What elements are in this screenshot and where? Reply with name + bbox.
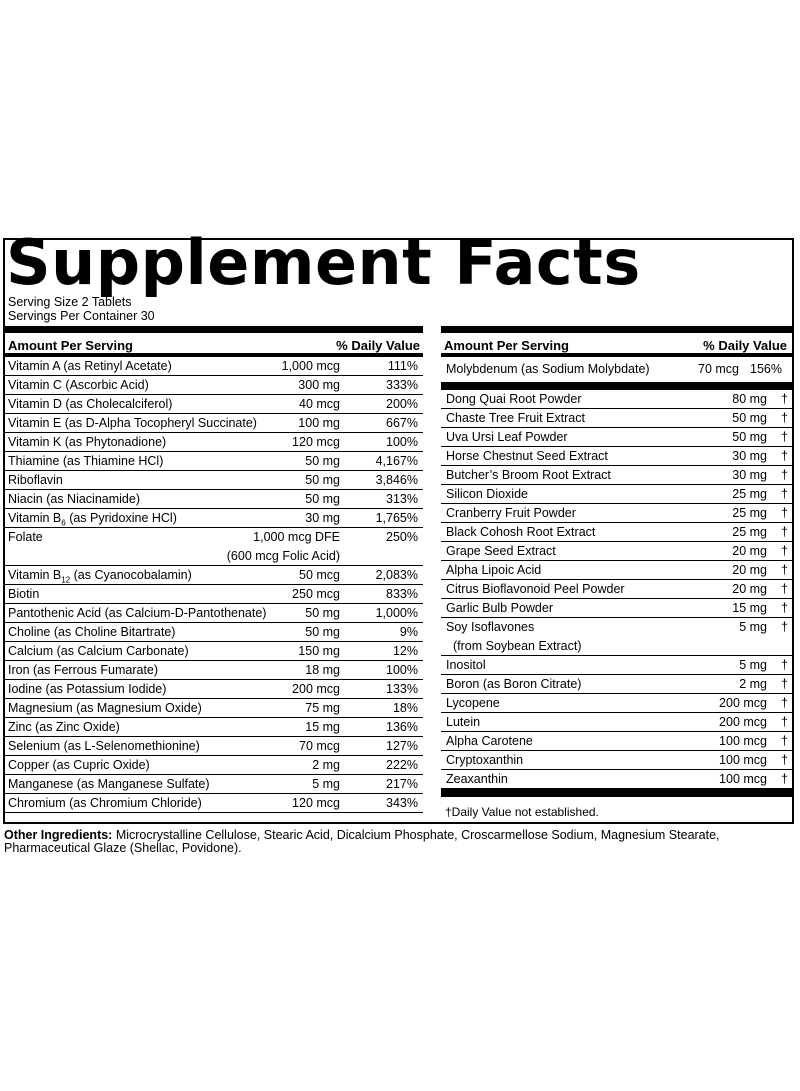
section-separator-bar (441, 382, 792, 390)
nutrient-amount: 70 mcg (698, 362, 739, 376)
ingredient-name: Uva Ursi Leaf Powder (446, 430, 568, 444)
ingredient-dv-dagger: † (781, 487, 788, 501)
nutrient-name: Vitamin C (Ascorbic Acid) (8, 378, 149, 392)
ingredient-amount: 30 mg (732, 449, 767, 463)
nutrient-amount: 120 mcg (292, 796, 340, 810)
name-part: Vitamin B (8, 568, 62, 582)
header-bar (5, 326, 423, 333)
ingredient-name: Cryptoxanthin (446, 753, 524, 767)
nutrient-name: Iodine (as Potassium Iodide) (8, 682, 167, 696)
nutrient-row (5, 756, 423, 775)
nutrient-amount: 2 mg (312, 758, 340, 772)
ingredient-dv-dagger: † (781, 582, 788, 596)
nutrient-name: Folate (8, 530, 43, 544)
ingredient-row (441, 485, 792, 504)
nutrient-name: Thiamine (as Thiamine HCl) (8, 454, 164, 468)
name-part: Vitamin B (8, 511, 62, 525)
ingredient-name: Garlic Bulb Powder (446, 601, 553, 615)
nutrient-amount: 120 mcg (292, 435, 340, 449)
daily-value-footnote: †Daily Value not established. (445, 805, 599, 819)
daily-value-heading: % Daily Value (703, 338, 787, 353)
ingredient-amount: 30 mg (732, 468, 767, 482)
nutrient-dv: 313% (386, 492, 418, 506)
ingredient-dv-dagger: † (781, 753, 788, 767)
ingredient-amount: 100 mcg (719, 753, 767, 767)
ingredient-row (441, 542, 792, 561)
nutrient-row (5, 661, 423, 680)
nutrient-row (5, 490, 423, 509)
nutrient-name: Vitamin E (as D-Alpha Tocopheryl Succinate) (8, 416, 257, 430)
nutrient-name: Vitamin K (as Phytonadione) (8, 435, 167, 449)
ingredient-row (441, 580, 792, 599)
ingredient-dv-dagger: † (781, 525, 788, 539)
ingredient-dv-dagger: † (781, 449, 788, 463)
ingredient-row (441, 713, 792, 732)
ingredient-amount: 20 mg (732, 582, 767, 596)
amount-per-serving-heading: Amount Per Serving (444, 338, 569, 353)
ingredient-amount: 200 mcg (719, 715, 767, 729)
footer-separator-bar (441, 789, 792, 797)
ingredient-name: Butcher’s Broom Root Extract (446, 468, 611, 482)
nutrient-amount: 40 mcg (299, 397, 340, 411)
nutrient-row (5, 794, 423, 813)
ingredient-row (441, 447, 792, 466)
nutrient-amount: 300 mg (298, 378, 340, 392)
ingredient-name: Boron (as Boron Citrate) (446, 677, 582, 691)
ingredient-row (441, 732, 792, 751)
ingredient-dv-dagger: † (781, 468, 788, 482)
ingredient-dv-dagger: † (781, 772, 788, 786)
ingredient-row (441, 428, 792, 447)
nutrient-name: Pantothenic Acid (as Calcium-D-Pantothenate) (8, 606, 267, 620)
nutrient-name: Niacin (as Niacinamide) (8, 492, 140, 506)
nutrient-row (5, 718, 423, 737)
nutrient-name: Biotin (8, 587, 40, 601)
ingredient-amount: 2 mg (739, 677, 767, 691)
name-subscript: 12 (61, 575, 71, 585)
ingredient-amount: 25 mg (732, 506, 767, 520)
nutrient-amount: 150 mg (298, 644, 340, 658)
panel-title: Supplement Facts (6, 226, 641, 299)
nutrient-row (5, 566, 423, 585)
ingredient-name: Alpha Carotene (446, 734, 533, 748)
ingredient-name: Citrus Bioflavonoid Peel Powder (446, 582, 625, 596)
ingredient-name: Grape Seed Extract (446, 544, 556, 558)
ingredient-dv-dagger: † (781, 696, 788, 710)
left-nutrient-list (5, 357, 423, 813)
nutrient-dv: 100% (386, 663, 418, 677)
ingredient-dv-dagger: † (781, 392, 788, 406)
nutrient-name: Iron (as Ferrous Fumarate) (8, 663, 159, 677)
ingredient-row (441, 675, 792, 694)
nutrient-row (5, 680, 423, 699)
nutrient-amount: 15 mg (305, 720, 340, 734)
nutrient-dv: 217% (386, 777, 418, 791)
nutrient-row (5, 528, 423, 566)
amount-per-serving-heading: Amount Per Serving (8, 338, 133, 353)
nutrient-amount: 50 mg (305, 606, 340, 620)
nutrient-row (5, 376, 423, 395)
nutrient-dv: 333% (386, 378, 418, 392)
ingredient-dv-dagger: † (781, 677, 788, 691)
nutrient-row (5, 433, 423, 452)
ingredient-dv-dagger: † (781, 563, 788, 577)
nutrient-dv: 12% (392, 644, 418, 658)
nutrient-row (5, 775, 423, 794)
ingredient-amount: 25 mg (732, 487, 767, 501)
serving-size: Serving Size 2 Tablets (8, 295, 132, 309)
nutrient-name: Magnesium (as Magnesium Oxide) (8, 701, 202, 715)
nutrient-row (5, 737, 423, 756)
nutrient-dv: 136% (386, 720, 418, 734)
ingredient-dv-dagger: † (781, 620, 788, 634)
column-header (441, 333, 792, 357)
nutrient-dv: 222% (386, 758, 418, 772)
ingredient-dv-dagger: † (781, 658, 788, 672)
nutrient-amount: 1,000 mcg (281, 359, 340, 373)
ingredient-dv-dagger: † (781, 506, 788, 520)
nutrient-name: Chromium (as Chromium Chloride) (8, 796, 202, 810)
nutrient-row (5, 642, 423, 661)
nutrient-row-molybdenum (441, 357, 792, 382)
nutrient-amount: 50 mg (305, 454, 340, 468)
ingredient-amount: 100 mcg (719, 734, 767, 748)
ingredient-row (441, 618, 792, 656)
nutrient-dv: 111% (387, 359, 418, 373)
nutrient-dv: 18% (392, 701, 418, 715)
ingredient-row (441, 561, 792, 580)
ingredient-row (441, 390, 792, 409)
ingredient-amount: 5 mg (739, 620, 767, 634)
ingredient-amount: 50 mg (732, 430, 767, 444)
ingredient-dv-dagger: † (781, 734, 788, 748)
ingredient-amount: 50 mg (732, 411, 767, 425)
nutrient-dv: 250% (386, 530, 418, 544)
ingredient-name-detail: (from Soybean Extract) (453, 639, 582, 653)
nutrient-name: Riboflavin (8, 473, 63, 487)
daily-value-heading: % Daily Value (336, 338, 420, 353)
ingredient-row (441, 770, 792, 789)
nutrient-name: Zinc (as Zinc Oxide) (8, 720, 120, 734)
nutrient-amount: 75 mg (305, 701, 340, 715)
ingredient-amount: 25 mg (732, 525, 767, 539)
nutrient-amount: 100 mg (298, 416, 340, 430)
ingredient-name: Lycopene (446, 696, 500, 710)
nutrient-dv: 1,000% (375, 606, 418, 620)
ingredient-amount: 5 mg (739, 658, 767, 672)
nutrient-row (5, 623, 423, 642)
nutrient-amount: 250 mcg (292, 587, 340, 601)
nutrient-name: Copper (as Cupric Oxide) (8, 758, 150, 772)
nutrient-dv: 100% (386, 435, 418, 449)
nutrient-dv: 9% (399, 625, 418, 639)
nutrient-dv: 343% (386, 796, 418, 810)
nutrient-amount: 50 mg (305, 492, 340, 506)
ingredient-dv-dagger: † (781, 430, 788, 444)
ingredient-row (441, 694, 792, 713)
nutrient-name: Manganese (as Manganese Sulfate) (8, 777, 210, 791)
ingredient-dv-dagger: † (781, 544, 788, 558)
nutrient-name: Vitamin A (as Retinyl Acetate) (8, 359, 172, 373)
nutrient-name: Molybdenum (as Sodium Molybdate) (446, 362, 650, 376)
ingredient-row (441, 523, 792, 542)
ingredient-row (441, 599, 792, 618)
right-nutrient-list (441, 390, 792, 789)
servings-per-container: Servings Per Container 30 (8, 309, 155, 323)
other-ingredients-label: Other Ingredients: (4, 828, 113, 842)
ingredient-row (441, 466, 792, 485)
nutrient-name (8, 568, 192, 585)
nutrient-amount: 30 mg (305, 511, 340, 525)
ingredient-name: Black Cohosh Root Extract (446, 525, 596, 539)
nutrient-row (5, 585, 423, 604)
ingredient-amount: 100 mcg (719, 772, 767, 786)
nutrient-row (5, 452, 423, 471)
nutrient-row (5, 414, 423, 433)
nutrient-amount: 50 mcg (299, 568, 340, 582)
nutrient-dv: 200% (386, 397, 418, 411)
nutrient-row (5, 357, 423, 376)
nutrient-dv: 667% (386, 416, 418, 430)
ingredient-row (441, 504, 792, 523)
ingredient-name: Lutein (446, 715, 481, 729)
nutrient-row (5, 395, 423, 414)
ingredient-name: Alpha Lipoic Acid (446, 563, 542, 577)
name-subscript: 6 (61, 518, 66, 528)
nutrient-row (5, 604, 423, 623)
ingredient-name: Soy Isoflavones (446, 620, 535, 634)
nutrient-dv: 156% (750, 362, 782, 376)
other-ingredients (4, 829, 794, 855)
ingredient-amount: 200 mcg (719, 696, 767, 710)
nutrient-amount: 50 mg (305, 625, 340, 639)
nutrient-dv: 3,846% (375, 473, 418, 487)
other-ingredients-text: Microcrystalline Cellulose, Stearic Acid, Dicalcium Phosphate, Croscarmellose Sodium, Magnesium Stearate, Pharmaceutical Glaze (Shellac, Povidone). (4, 828, 720, 855)
ingredient-dv-dagger: † (781, 601, 788, 615)
ingredient-name: Cranberry Fruit Powder (446, 506, 576, 520)
header-bar (441, 326, 792, 333)
nutrient-amount: 200 mcg (292, 682, 340, 696)
nutrient-amount: 50 mg (305, 473, 340, 487)
ingredient-name: Silicon Dioxide (446, 487, 528, 501)
nutrient-name: Calcium (as Calcium Carbonate) (8, 644, 189, 658)
ingredient-row (441, 751, 792, 770)
ingredient-amount: 20 mg (732, 563, 767, 577)
ingredient-name: Inositol (446, 658, 486, 672)
nutrient-dv: 4,167% (375, 454, 418, 468)
name-part: (as Cyanocobalamin) (70, 568, 192, 582)
nutrient-dv: 133% (386, 682, 418, 696)
ingredient-name: Horse Chestnut Seed Extract (446, 449, 608, 463)
nutrient-name: Selenium (as L-Selenomethionine) (8, 739, 200, 753)
right-nutrient-column (441, 326, 792, 819)
ingredient-row (441, 656, 792, 675)
ingredient-row (441, 409, 792, 428)
nutrient-row (5, 509, 423, 528)
nutrient-dv: 2,083% (375, 568, 418, 582)
nutrient-amount: 5 mg (312, 777, 340, 791)
name-part: (as Pyridoxine HCl) (65, 511, 177, 525)
nutrient-dv: 1,765% (375, 511, 418, 525)
nutrient-amount-detail: (600 mcg Folic Acid) (226, 549, 340, 563)
nutrient-name: Choline (as Choline Bitartrate) (8, 625, 176, 639)
ingredient-name: Dong Quai Root Powder (446, 392, 582, 406)
nutrient-dv: 127% (386, 739, 418, 753)
nutrient-name: Vitamin D (as Cholecalciferol) (8, 397, 173, 411)
column-header (5, 333, 423, 357)
ingredient-name: Zeaxanthin (446, 772, 508, 786)
ingredient-amount: 20 mg (732, 544, 767, 558)
ingredient-amount: 15 mg (732, 601, 767, 615)
nutrient-dv: 833% (386, 587, 418, 601)
ingredient-dv-dagger: † (781, 715, 788, 729)
nutrient-amount: 18 mg (305, 663, 340, 677)
nutrient-amount: 1,000 mcg DFE (253, 530, 340, 544)
ingredient-dv-dagger: † (781, 411, 788, 425)
nutrient-amount: 70 mcg (299, 739, 340, 753)
nutrient-row (5, 699, 423, 718)
nutrient-name (8, 511, 177, 528)
nutrient-row (5, 471, 423, 490)
ingredient-amount: 80 mg (732, 392, 767, 406)
ingredient-name: Chaste Tree Fruit Extract (446, 411, 585, 425)
left-nutrient-column (5, 326, 423, 813)
